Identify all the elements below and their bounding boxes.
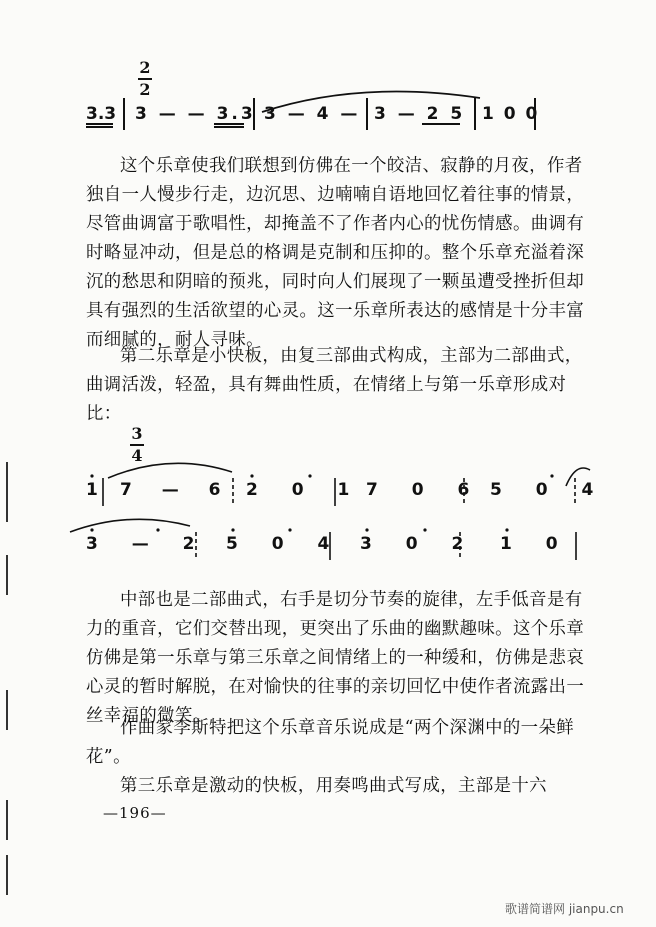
music-1-group: 3 — 4 — <box>264 104 361 124</box>
music-2-row-1-group: 7 0 6 <box>366 480 484 500</box>
time-sig-top: 3 <box>131 424 143 443</box>
music-2-row-1-group: 5 0 4 <box>490 480 608 500</box>
site-watermark: 歌谱简谱网 jianpu.cn <box>505 902 624 916</box>
music-2-row-1-group: 2 0 1 <box>246 480 364 500</box>
scan-edge-mark <box>6 855 8 895</box>
music-2-row-2-group: 3 0 2 <box>360 534 478 554</box>
music-2-row-1-group: 7 — 6 <box>120 480 233 500</box>
page-number: —196— <box>103 804 167 822</box>
music-2-row-2-group: 3 — 2 <box>86 534 209 554</box>
music-2-row-1-group: 1 <box>86 480 98 500</box>
music-1-group: 1 0 0 <box>482 104 540 124</box>
paragraph-5: 第三乐章是激动的快板，用奏鸣曲式写成，主部是十六 <box>120 776 547 796</box>
time-sig-bottom: 2 <box>139 80 151 99</box>
music-1-group: 3 — — 3.3 <box>135 104 256 124</box>
paragraph-2: 第二乐章是小快板，由复三部曲式构成，主部为二部曲式，曲调活泼，轻盈，具有舞曲性质，在情绪上与第一乐章形成对比： <box>86 346 583 424</box>
paragraph-1: 这个乐章使我们联想到仿佛在一个皎洁、寂静的月夜，作者独自一人慢步行走，边沉思、边喃喃自语地回忆着往事的情景，尽管曲调富于歌唱性，却掩盖不了作者内心的忧伤情感。曲调有时略显冲动，但是总的格调是克制和压抑的。整个乐章充溢着深沉的愁思和阴暗的预兆，同时向人们展现了一颗虽遭受挫折但却具有强烈的生活欲望的心灵。这一乐章所表达的感情是十分丰富而细腻的，耐人寻味。 <box>86 156 585 350</box>
time-sig-top: 2 <box>139 58 151 77</box>
music-2-row-2-group: 5 0 4 <box>226 534 344 554</box>
paragraph-4: 作曲家李斯特把这个乐章音乐说成是“两个深渊中的一朵鲜花”。 <box>86 718 575 767</box>
music-2-row-2-group: 1 0 <box>500 534 572 554</box>
music-1-group: 3.3 <box>86 104 117 124</box>
paragraph-3: 中部也是二部曲式，右手是切分节奏的旋律，左手低音是有力的重音，它们交替出现，更突出了乐曲的幽默趣味。这个乐章仿佛是第一乐章与第三乐章之间情绪上的一种缓和，仿佛是悲哀心灵的暂时解脱，在对愉快的往事的亲切回忆中使作者流露出一丝幸福的微笑。 <box>86 590 585 726</box>
time-sig-bottom: 4 <box>131 446 143 465</box>
music-1-group: 3 — 2 5 <box>374 104 466 124</box>
scan-edge-mark <box>6 800 8 840</box>
scan-edge-mark <box>6 690 8 730</box>
